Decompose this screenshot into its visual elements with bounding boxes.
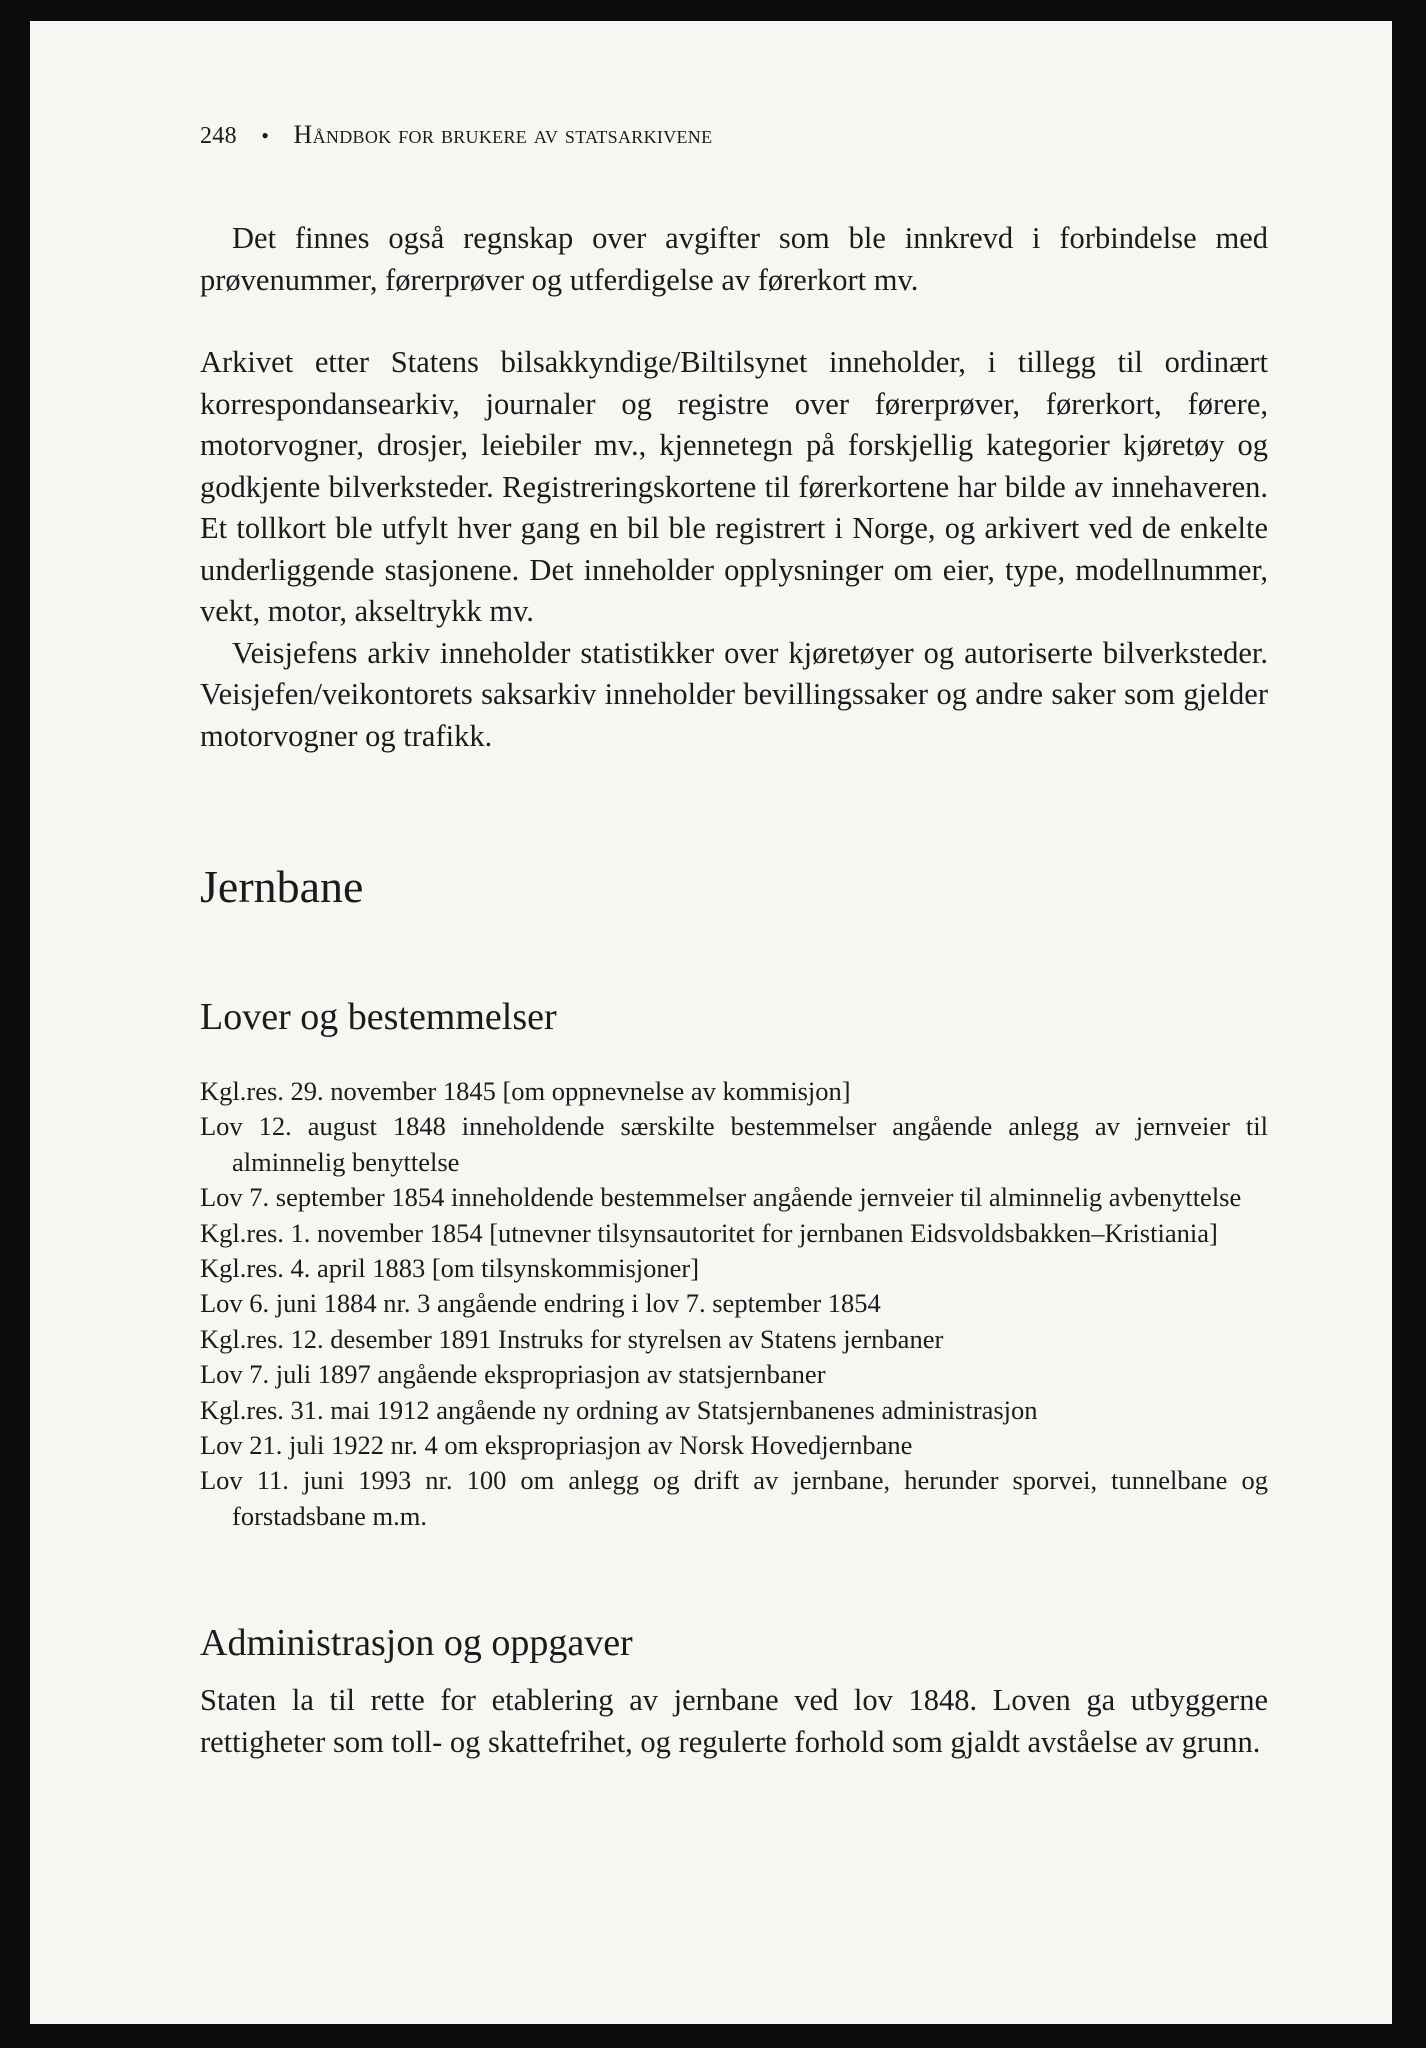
list-item: Lov 7. september 1854 inneholdende bestemmelser angående jernveier til alminnelig avbenyttelse xyxy=(200,1182,1242,1213)
paragraph-archive: Arkivet etter Statens bilsakkyndige/Biltilsynet inneholder, i tillegg til ordinært korrespondansearkiv, journaler og registre over førerprøver, førerkort, førere, motorvogner, drosjer, leiebiler mv., kjennetegn på forskjellig kategorier kjøretøy og godkjente bilverksteder. Registreringskortene til førerkortene har bilde av innehaveren. Et tollkort ble utfylt hver gang en bil ble registrert i Norge, og arkivert ved de enkelte underliggende stasjonene. Det inneholder opplysninger om eier, type, modellnummer, vekt, motor, akseltrykk mv. xyxy=(200,345,1268,628)
paragraph-admin: Staten la til rette for etablering av jernbane ved lov 1848. Loven ga utbyggerne rettigheter som toll- og skattefrihet, og regulerte forhold som gjaldt avståelse av grunn. xyxy=(200,1683,1268,1759)
list-item: Lov 11. juni 1993 nr. 100 om anlegg og drift av jernbane, herunder sporvei, tunnelbane og forstadsbane m.m. xyxy=(200,1465,1268,1531)
intro-block-1 xyxy=(200,218,1268,301)
list-item: Kgl.res. 1. november 1854 [utnevner tilsynsautoritet for jernbanen Eidsvoldsbakken–Kristiania] xyxy=(200,1217,1218,1248)
intro-block-2 xyxy=(200,342,1268,757)
admin-block xyxy=(200,1680,1268,1763)
list-item: Kgl.res. 12. desember 1891 Instruks for styrelsen av Statens jernbaner xyxy=(200,1323,944,1354)
list-item: Lov 12. august 1848 inneholdende særskilte bestemmelser angående anlegg av jernveier til alminnelig benyttelse xyxy=(200,1111,1268,1177)
laws-heading: Lover og bestemmelser xyxy=(200,996,557,1038)
list-item: Kgl.res. 4. april 1883 [om tilsynskommisjoner] xyxy=(200,1253,700,1284)
header-bullet: • xyxy=(261,123,270,148)
paragraph-road-chief: Veisjefens arkiv inneholder statistikker over kjøretøyer og autoriserte bilverksteder. Veisjefen/veikontorets saksarkiv inneholder bevillingssaker og andre saker som gjelder motorvogner og trafikk. xyxy=(200,635,1268,753)
book-page xyxy=(30,21,1392,2024)
paragraph-fees: Det finnes også regnskap over avgifter som ble innkrevd i forbindelse med prøvenummer, førerprøver og utferdigelse av førerkort mv. xyxy=(200,221,1268,297)
running-header xyxy=(200,120,712,150)
list-item: Lov 7. juli 1897 angående ekspropriasjon av statsjernbaner xyxy=(200,1359,826,1390)
admin-heading: Administrasjon og oppgaver xyxy=(200,1622,633,1664)
list-item: Kgl.res. 29. november 1845 [om oppnevnelse av kommisjon] xyxy=(200,1076,851,1106)
list-item: Lov 21. juli 1922 nr. 4 om ekspropriasjon av Norsk Hovedjernbane xyxy=(200,1430,913,1461)
list-item: Kgl.res. 31. mai 1912 angående ny ordning av Statsjernbanenes administrasjon xyxy=(200,1394,1038,1425)
section-title: Jernbane xyxy=(200,861,364,912)
running-title: Håndbok for brukere av statsarkivene xyxy=(293,120,713,149)
page-number: 248 xyxy=(200,123,237,149)
list-item: Lov 6. juni 1884 nr. 3 angående endring i lov 7. september 1854 xyxy=(200,1288,881,1319)
laws-list xyxy=(200,1074,1268,1534)
